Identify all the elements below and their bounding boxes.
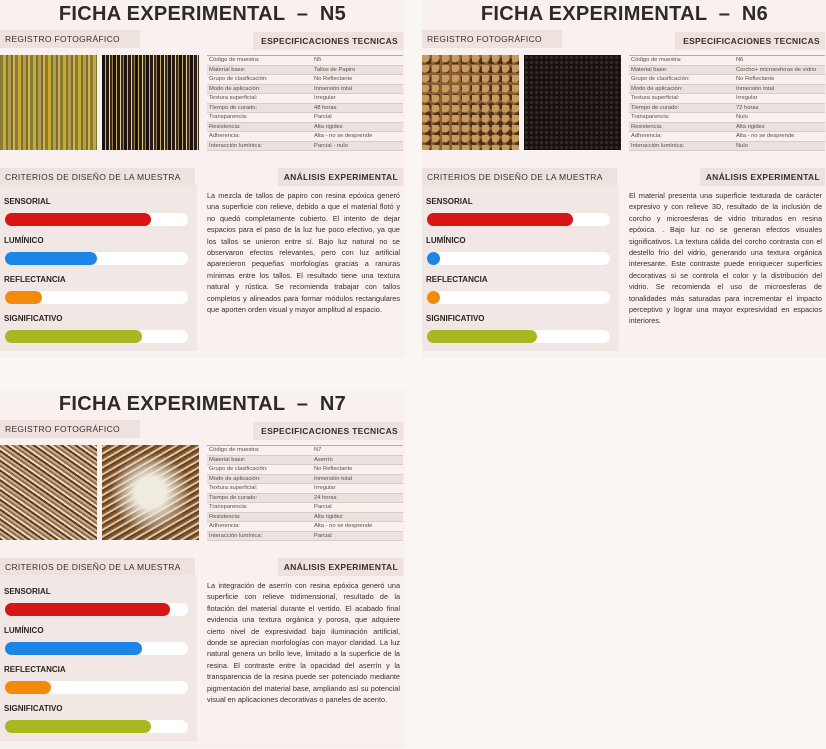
- criteria-bar-fill: [5, 252, 97, 265]
- spec-row: [207, 484, 403, 494]
- criteria-bar-significativo: [427, 330, 610, 343]
- spec-value: Parcial: [314, 504, 332, 510]
- spec-value: Inmersión total: [314, 475, 353, 482]
- photo-header: REGISTRO FOTOGRÁFICO: [0, 420, 140, 438]
- spec-key: Adherencia:: [631, 133, 662, 139]
- spec-value: N7: [314, 447, 322, 453]
- analysis-text: La integración de aserrín con resina epóxica generó una superficie con relieve tridimensional, resultado de la flotación del material durante el vertido. El acabado final evidencia una textura orgánica y porosa, que adquiere cierto nivel de expresividad bajo iluminación artificial, donde se aprecian morfologías con mayor claridad. La luz natural genera un brillo leve, limitado a la superficie de la resina. El contraste entre la opacidad del aserrín y la transparencia de la resina puede ser potenciado mediante pigmentación del material base, ampliando así su potencial visual en aplicaciones decorativas o paneles de acento.: [207, 581, 400, 705]
- analysis-header: ANÁLISIS EXPERIMENTAL: [278, 168, 403, 186]
- spec-value: 72 horas: [736, 104, 759, 111]
- spec-value: Alta - no se desprende: [314, 523, 373, 529]
- spec-key: Transparencia:: [631, 114, 670, 120]
- spec-row: [207, 513, 403, 523]
- criteria-label: REFLECTANCIA: [4, 665, 66, 674]
- spec-key: Transparencia:: [209, 504, 248, 510]
- spec-row: [207, 56, 403, 66]
- spec-key: Modo de aplicación:: [209, 85, 261, 92]
- spec-key: Tiempo de curado:: [209, 494, 258, 501]
- spec-key: Resistencia:: [631, 123, 663, 130]
- spec-row: [207, 94, 403, 104]
- spec-key: Interacción lumínica:: [209, 532, 263, 539]
- spec-key: Interacción lumínica:: [631, 142, 685, 149]
- criteria-bar-sensorial: [5, 213, 188, 226]
- spec-value: Aserrín: [314, 456, 333, 463]
- criteria-label: LUMÍNICO: [4, 236, 44, 245]
- spec-table: [207, 445, 403, 541]
- criteria-bar-sensorial: [5, 603, 188, 616]
- spec-value: Alta rigidez: [314, 123, 343, 130]
- spec-key: Material base:: [209, 456, 246, 463]
- criteria-header: CRITERIOS DE DISEÑO DE LA MUESTRA: [0, 558, 195, 576]
- ficha-panel: [0, 0, 405, 358]
- criteria-label: SENSORIAL: [4, 587, 51, 596]
- spec-row: [629, 85, 825, 95]
- spec-value: Alta rigidez: [314, 513, 343, 520]
- ficha-title: FICHA EXPERIMENTAL – N5: [58, 3, 347, 25]
- criteria-label: SENSORIAL: [426, 197, 473, 206]
- criteria-panel: [422, 185, 619, 351]
- spec-value: Irregular: [736, 95, 758, 101]
- criteria-label: SIGNIFICATIVO: [4, 704, 63, 713]
- criteria-bar-fill: [5, 291, 42, 304]
- spec-value: No Reflectante: [314, 76, 353, 82]
- spec-key: Adherencia:: [209, 523, 240, 529]
- ficha-title: FICHA EXPERIMENTAL – N6: [480, 3, 769, 25]
- photo-header: REGISTRO FOTOGRÁFICO: [422, 30, 562, 48]
- spec-key: Tiempo de curado:: [209, 104, 258, 111]
- spec-key: Grupo de clasificación:: [631, 76, 690, 82]
- ficha-panel: [0, 390, 405, 748]
- sample-photo-sawdust-backlit: [102, 445, 199, 540]
- criteria-bar-reflectancia: [5, 291, 188, 304]
- spec-row: [629, 94, 825, 104]
- spec-key: Textura superficial:: [209, 95, 258, 101]
- criteria-panel: [0, 575, 197, 741]
- spec-key: Código de muestra:: [209, 57, 260, 63]
- spec-row: [207, 532, 403, 542]
- spec-row: [629, 123, 825, 133]
- spec-key: Código de muestra:: [631, 57, 682, 63]
- spec-value: Corcho+ microesferas de vidrio: [736, 66, 817, 73]
- criteria-bar-fill: [5, 642, 142, 655]
- criteria-bar-lumínico: [427, 252, 610, 265]
- spec-row: [629, 104, 825, 114]
- photo-header: REGISTRO FOTOGRÁFICO: [0, 30, 140, 48]
- spec-row: [629, 56, 825, 66]
- spec-key: Textura superficial:: [631, 95, 680, 101]
- criteria-label: SIGNIFICATIVO: [426, 314, 485, 323]
- spec-value: 24 horas: [314, 494, 337, 501]
- criteria-bar-fill: [5, 720, 151, 733]
- spec-value: Nulo: [736, 114, 748, 120]
- spec-value: Nulo: [736, 142, 748, 149]
- spec-key: Textura superficial:: [209, 485, 258, 491]
- spec-row: [207, 85, 403, 95]
- spec-value: Parcial - nulo: [314, 142, 348, 149]
- criteria-bar-fill: [427, 330, 537, 343]
- spec-value: Parcial: [314, 114, 332, 120]
- criteria-bar-significativo: [5, 720, 188, 733]
- spec-value: Irregular: [314, 485, 336, 491]
- analysis-header: ANÁLISIS EXPERIMENTAL: [278, 558, 403, 576]
- spec-value: Parcial: [314, 532, 332, 539]
- criteria-bar-fill: [5, 603, 170, 616]
- criteria-label: REFLECTANCIA: [4, 275, 66, 284]
- criteria-bar-fill: [5, 330, 142, 343]
- spec-value: Irregular: [314, 95, 336, 101]
- criteria-label: SENSORIAL: [4, 197, 51, 206]
- spec-value: No Reflectante: [314, 466, 353, 472]
- sample-photo-sawdust-light: [0, 445, 97, 540]
- spec-row: [207, 142, 403, 152]
- criteria-bar-lumínico: [5, 252, 188, 265]
- spec-key: Código de muestra:: [209, 447, 260, 453]
- spec-header: ESPECIFICACIONES TECNICAS: [675, 32, 825, 50]
- criteria-label: REFLECTANCIA: [426, 275, 488, 284]
- spec-key: Grupo de clasificación:: [209, 466, 268, 472]
- spec-key: Adherencia:: [209, 133, 240, 139]
- spec-row: [207, 132, 403, 142]
- spec-key: Resistencia:: [209, 513, 241, 520]
- spec-key: Modo de aplicación:: [631, 85, 683, 92]
- spec-row: [629, 132, 825, 142]
- criteria-bar-fill: [5, 681, 51, 694]
- spec-row: [207, 446, 403, 456]
- spec-value: N6: [736, 57, 744, 63]
- sample-photo-papyrus-stems-dark: [102, 55, 199, 150]
- spec-row: [207, 503, 403, 513]
- spec-key: Material base:: [631, 66, 668, 73]
- spec-row: [207, 66, 403, 76]
- spec-key: Interacción lumínica:: [209, 142, 263, 149]
- sample-photo-papyrus-stems-light: [0, 55, 97, 150]
- criteria-bar-fill: [427, 291, 440, 304]
- sample-photo-cork-glass-dark: [524, 55, 621, 150]
- spec-row: [207, 113, 403, 123]
- criteria-header: CRITERIOS DE DISEÑO DE LA MUESTRA: [0, 168, 195, 186]
- spec-row: [207, 123, 403, 133]
- spec-row: [207, 522, 403, 532]
- spec-table: [629, 55, 825, 151]
- criteria-bar-sensorial: [427, 213, 610, 226]
- spec-row: [207, 75, 403, 85]
- spec-value: Inmersión total: [314, 85, 353, 92]
- spec-row: [207, 456, 403, 466]
- spec-row: [207, 465, 403, 475]
- criteria-bar-reflectancia: [427, 291, 610, 304]
- spec-value: Alta - no se desprende: [736, 133, 795, 139]
- spec-key: Modo de aplicación:: [209, 475, 261, 482]
- spec-header: ESPECIFICACIONES TECNICAS: [253, 32, 403, 50]
- criteria-bar-significativo: [5, 330, 188, 343]
- criteria-bar-lumínico: [5, 642, 188, 655]
- analysis-header: ANÁLISIS EXPERIMENTAL: [700, 168, 825, 186]
- criteria-bar-fill: [427, 252, 440, 265]
- criteria-label: LUMÍNICO: [426, 236, 466, 245]
- spec-row: [207, 104, 403, 114]
- spec-row: [207, 475, 403, 485]
- spec-row: [629, 113, 825, 123]
- spec-row: [207, 494, 403, 504]
- spec-value: No Reflectante: [736, 76, 775, 82]
- spec-value: Inmersión total: [736, 85, 775, 92]
- spec-header: ESPECIFICACIONES TECNICAS: [253, 422, 403, 440]
- criteria-panel: [0, 185, 197, 351]
- spec-table: [207, 55, 403, 151]
- spec-key: Grupo de clasificación:: [209, 76, 268, 82]
- spec-key: Transparencia:: [209, 114, 248, 120]
- analysis-text: El material presenta una superficie texturada de carácter expresivo y con relieve 3D, resultado de la inclusión de corcho y microesferas de vidrio triturados en resina epóxica. . Bajo luz no se generan efectos visuales significativos. La textura cálida del corcho contrasta con el destello frío del vidrio, generando una textura orgánica interesante. Este contraste puede enriquecer superficies decorativas si se controla el color y la distribución del vidrio. Se recomienda el uso de microesferas de tonalidades más saturadas para incrementar el impacto perceptivo y lograr una mayor expresividad en espacios interiores.: [629, 191, 822, 326]
- spec-key: Tiempo de curado:: [631, 104, 680, 111]
- spec-key: Material base:: [209, 66, 246, 73]
- spec-value: Alta rigidez: [736, 123, 765, 130]
- criteria-header: CRITERIOS DE DISEÑO DE LA MUESTRA: [422, 168, 617, 186]
- spec-key: Resistencia:: [209, 123, 241, 130]
- ficha-title: FICHA EXPERIMENTAL – N7: [58, 393, 347, 415]
- criteria-label: SIGNIFICATIVO: [4, 314, 63, 323]
- criteria-bar-fill: [5, 213, 151, 226]
- ficha-panel: [422, 0, 826, 358]
- spec-value: Tallos de Papiro: [314, 66, 356, 73]
- spec-value: Alta - no se desprende: [314, 133, 373, 139]
- criteria-label: LUMÍNICO: [4, 626, 44, 635]
- sample-photo-cork-glass-light: [422, 55, 519, 150]
- spec-row: [629, 75, 825, 85]
- spec-value: N5: [314, 57, 322, 63]
- spec-value: 48 horas: [314, 104, 337, 111]
- criteria-bar-fill: [427, 213, 573, 226]
- spec-row: [629, 66, 825, 76]
- analysis-text: La mezcla de tallos de papiro con resina epóxica generó una superficie con relieve, debido a que el material flotó y no quedó completamente cubierto. El intento de dejar espacios para el paso de la luz fue poco efectivo, ya que los tallos se unieron entre sí. Bajo luz natural no se observaron efectos relevantes, pero con luz artificial aparecieron pequeñas morfologías gracias a ranuras mínimas entre los tallos. El resultado tiene una textura natural y rústica. Se recomienda trabajar con tallos completos y alineados para formar módulos rectangulares que aporten orden visual y mayor amplitud al espacio.: [207, 191, 400, 315]
- spec-row: [629, 142, 825, 152]
- criteria-bar-reflectancia: [5, 681, 188, 694]
